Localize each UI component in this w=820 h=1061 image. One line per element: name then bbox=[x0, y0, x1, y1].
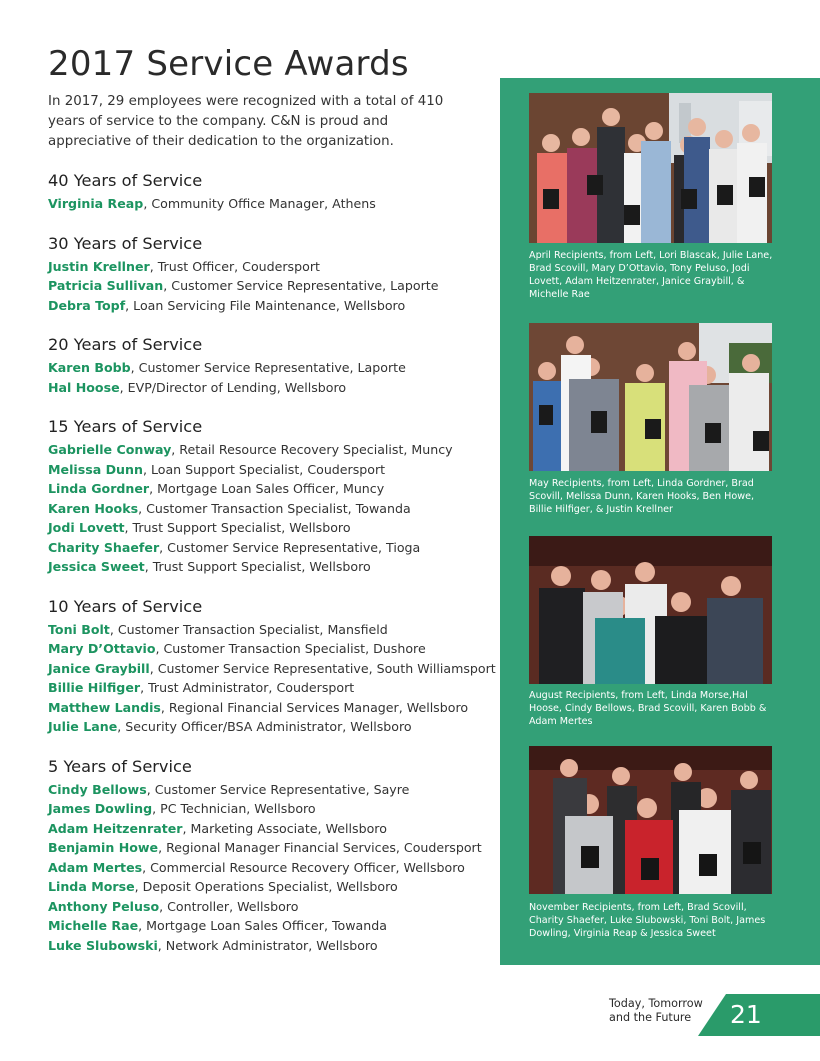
recipient-name: Cindy Bellows bbox=[48, 781, 147, 797]
award-entry bbox=[48, 678, 498, 698]
award-entry bbox=[48, 858, 498, 878]
page-number: 21 bbox=[730, 1000, 762, 1029]
august-photo-caption: August Recipients, from Left, Linda Morse,Hal Hoose, Cindy Bellows, Brad Scovill, Karen Bobb & Adam Mertes bbox=[529, 690, 767, 727]
group-heading: 30 Years of Service bbox=[48, 233, 203, 253]
group-heading: 15 Years of Service bbox=[48, 417, 203, 436]
award-entry bbox=[48, 257, 498, 277]
recipient-name: Toni Bolt bbox=[48, 621, 110, 637]
recipient-detail: , Customer Transaction Specialist, Towanda bbox=[138, 500, 411, 516]
group-30-years bbox=[48, 233, 498, 316]
service-groups bbox=[48, 170, 498, 974]
recipient-detail: , Commercial Resource Recovery Officer, Wellsboro bbox=[142, 859, 465, 875]
award-entry bbox=[48, 659, 498, 679]
group-heading: 40 Years of Service bbox=[48, 171, 203, 190]
recipient-detail: , Deposit Operations Specialist, Wellsboro bbox=[134, 879, 398, 894]
recipient-name: Mary D’Ottavio bbox=[48, 641, 156, 656]
recipient-detail: , Marketing Associate, Wellsboro bbox=[182, 820, 387, 836]
award-entry bbox=[48, 440, 498, 460]
recipient-detail: , Community Office Manager, Athens bbox=[143, 196, 376, 211]
recipient-detail: , Customer Service Representative, Laporte bbox=[163, 278, 439, 293]
recipient-name: James Dowling bbox=[48, 801, 153, 816]
award-entry bbox=[48, 296, 498, 316]
recipient-detail: , Trust Support Specialist, Wellsboro bbox=[124, 520, 351, 535]
award-entry bbox=[48, 479, 498, 499]
recipient-detail: , Network Administrator, Wellsboro bbox=[157, 937, 378, 953]
photo-panel bbox=[500, 78, 820, 965]
recipient-name: Melissa Dunn bbox=[48, 461, 143, 477]
recipient-name: Hal Hoose bbox=[48, 379, 120, 395]
award-entry bbox=[48, 538, 498, 558]
group-heading: 5 Years of Service bbox=[48, 756, 192, 776]
group-5-years bbox=[48, 756, 498, 956]
award-entry bbox=[48, 799, 498, 819]
recipient-detail: , Mortgage Loan Sales Officer, Muncy bbox=[149, 481, 385, 496]
group-heading: 20 Years of Service bbox=[48, 335, 203, 354]
award-entry bbox=[48, 518, 498, 538]
november-photo-caption: November Recipients, from Left, Brad Scovill, Charity Shaefer, Luke Slubowski, Toni Bolt, James Dowling, Virginia Reap & Jessica Sweet bbox=[529, 902, 766, 939]
april-photo-caption: April Recipients, from Left, Lori Blascak, Julie Lane, Brad Scovill, Mary D’Ottavio, Tony Peluso, Jodi Lovett, Adam Heitzenrater, Janice Graybill, & Michelle Rae bbox=[529, 250, 773, 300]
recipient-detail: , Loan Servicing File Maintenance, Wellsboro bbox=[125, 297, 406, 313]
recipient-name: Justin Krellner bbox=[48, 258, 150, 274]
recipient-name: Billie Hilfiger bbox=[48, 680, 141, 695]
award-entry bbox=[48, 897, 498, 917]
award-entry bbox=[48, 877, 498, 897]
award-entry bbox=[48, 819, 498, 839]
recipient-detail: , Trust Support Specialist, Wellsboro bbox=[144, 559, 371, 574]
recipient-name: Michelle Rae bbox=[48, 918, 139, 933]
recipient-detail: , Mortgage Loan Sales Officer, Towanda bbox=[138, 918, 387, 933]
recipient-name: Virginia Reap bbox=[48, 196, 144, 211]
intro-paragraph: In 2017, 29 employees were recognized with a total of 410 years of service to the company. C&N is proud and appreciative of their dedication to the organization. bbox=[48, 94, 444, 149]
award-entry bbox=[48, 780, 498, 800]
award-entry bbox=[48, 698, 498, 718]
recipient-detail: , Retail Resource Recovery Specialist, Muncy bbox=[171, 442, 453, 457]
award-entry bbox=[48, 717, 498, 737]
recipient-detail: , Customer Service Representative, Tioga bbox=[159, 539, 421, 555]
august-group-photo bbox=[529, 536, 772, 684]
footer-tagline bbox=[609, 997, 719, 1025]
recipient-detail: , Customer Service Representative, Sayre bbox=[146, 781, 410, 797]
recipient-name: Luke Slubowski bbox=[48, 937, 158, 953]
recipient-detail: , Customer Transaction Specialist, Dushore bbox=[155, 641, 426, 656]
april-photo-image bbox=[529, 93, 772, 243]
group-20-years bbox=[48, 334, 498, 397]
recipient-detail: , Security Officer/BSA Administrator, Wellsboro bbox=[117, 719, 412, 734]
may-photo-caption: May Recipients, from Left, Linda Gordner, Brad Scovill, Melissa Dunn, Karen Hooks, Ben Howe, Billie Hilfiger, & Justin Krellner bbox=[529, 478, 755, 515]
recipient-name: Anthony Peluso bbox=[48, 898, 160, 914]
recipient-detail: , Trust Administrator, Coudersport bbox=[140, 680, 355, 695]
group-40-years bbox=[48, 170, 498, 214]
award-entry bbox=[48, 620, 498, 640]
recipient-name: Linda Morse bbox=[48, 879, 135, 894]
group-15-years bbox=[48, 416, 498, 577]
recipient-detail: , EVP/Director of Lending, Wellsboro bbox=[119, 379, 347, 395]
may-group-photo bbox=[529, 323, 772, 471]
award-entry bbox=[48, 639, 498, 659]
recipient-name: Benjamin Howe bbox=[48, 840, 159, 855]
recipient-name: Julie Lane bbox=[48, 719, 118, 734]
recipient-detail: , Regional Financial Services Manager, Wellsboro bbox=[160, 699, 469, 715]
recipient-name: Linda Gordner bbox=[48, 481, 150, 496]
august-photo-image bbox=[529, 536, 772, 684]
recipient-detail: , Controller, Wellsboro bbox=[159, 898, 299, 914]
recipient-detail: , Customer Transaction Specialist, Mansfield bbox=[109, 621, 388, 637]
recipient-name: Patricia Sullivan bbox=[48, 278, 164, 293]
recipient-name: Adam Mertes bbox=[48, 859, 143, 875]
may-photo-image bbox=[529, 323, 772, 471]
award-entry bbox=[48, 276, 498, 296]
recipient-name: Gabrielle Conway bbox=[48, 442, 172, 457]
recipient-detail: , Loan Support Specialist, Coudersport bbox=[142, 461, 386, 477]
recipient-name: Jodi Lovett bbox=[48, 520, 125, 535]
group-10-years bbox=[48, 596, 498, 737]
april-group-photo bbox=[529, 93, 772, 243]
recipient-detail: , Trust Officer, Coudersport bbox=[149, 258, 320, 274]
november-group-photo bbox=[529, 746, 772, 894]
recipient-detail: , Customer Service Representative, Laporte bbox=[130, 360, 406, 375]
award-entry bbox=[48, 916, 498, 936]
award-entry bbox=[48, 499, 498, 519]
recipient-name: Debra Topf bbox=[48, 297, 126, 313]
november-photo-image bbox=[529, 746, 772, 894]
recipient-name: Karen Bobb bbox=[48, 360, 131, 375]
recipient-name: Karen Hooks bbox=[48, 500, 139, 516]
award-entry bbox=[48, 194, 498, 214]
award-entry bbox=[48, 838, 498, 858]
award-entry bbox=[48, 460, 498, 480]
page-title: 2017 Service Awards bbox=[48, 44, 409, 84]
recipient-detail: , Regional Manager Financial Services, Coudersport bbox=[158, 840, 482, 855]
award-entry bbox=[48, 936, 498, 956]
award-entry bbox=[48, 358, 498, 378]
group-heading: 10 Years of Service bbox=[48, 596, 203, 616]
recipient-name: Janice Graybill bbox=[48, 660, 150, 676]
recipient-name: Jessica Sweet bbox=[48, 559, 145, 574]
award-entry bbox=[48, 378, 498, 398]
footer-line-2: and the Future bbox=[609, 1011, 692, 1024]
recipient-name: Matthew Landis bbox=[48, 699, 161, 715]
recipient-name: Charity Shaefer bbox=[48, 539, 160, 555]
recipient-name: Adam Heitzenrater bbox=[48, 820, 183, 836]
footer-line-1: Today, Tomorrow bbox=[609, 997, 703, 1010]
award-entry bbox=[48, 557, 498, 577]
recipient-detail: , Customer Service Representative, South Williamsport bbox=[149, 660, 496, 676]
recipient-detail: , PC Technician, Wellsboro bbox=[152, 801, 316, 816]
